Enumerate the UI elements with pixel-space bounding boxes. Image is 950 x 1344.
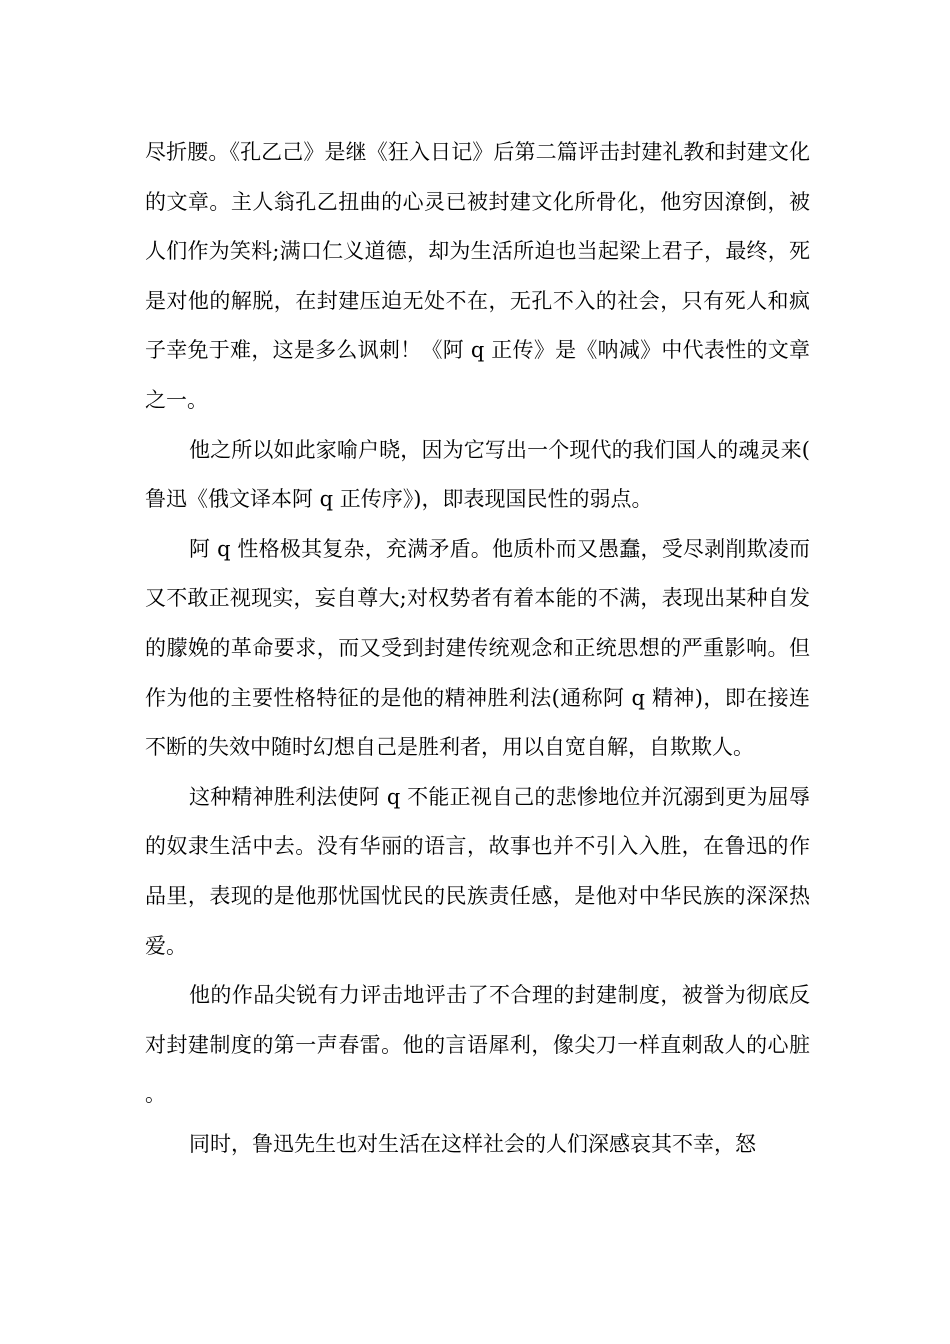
document-body <box>145 128 810 1169</box>
paragraph-continued: 尽折腰。《孔乙己》是继《狂入日记》后第二篇评击封建礼教和封建文化的文章。主人翁孔乙扭曲的心灵已被封建文化所骨化，他穷因潦倒，被人们作为笑料;满口仁义道德，却为生活所迫也当起梁上君子，最终，死是对他的解脱，在封建压迫无处不在，无孔不入的社会，只有死人和疯子幸免于难，这是多么讽刺！《阿 q 正传》是《呐减》中代表性的文章之一。 <box>145 140 810 412</box>
paragraph: 阿 q 性格极其复杂，充满矛盾。他质朴而又愚蠢，受尽剥削欺凌而又不敢正视现实，妄自尊大;对权势者有着本能的不满，表现出某种自发的朦娩的革命要求，而又受到封建传统观念和正统思想的严重影响。但作为他的主要性格特征的是他的精神胜利法(通称阿 q 精神)，即在接连不断的失效中随时幻想自己是胜利者，用以自宽自解，自欺欺人。 <box>145 536 810 760</box>
paragraph-truncated: 同时，鲁迅先生也对生活在这样社会的人们深感哀其不幸，怒 <box>189 1131 756 1156</box>
paragraph: 他的作品尖锐有力评击地评击了不合理的封建制度，被誉为彻底反对封建制度的第一声春雷。他的言语犀利，像尖刀一样直刺敌人的心脏。 <box>145 983 810 1107</box>
paragraph: 这种精神胜利法使阿 q 不能正视自己的悲惨地位并沉溺到更为屈辱的奴隶生活中去。没有华丽的语言，故事也并不引入入胜，在鲁迅的作品里，表现的是他那忧国忧民的民族责任感，是他对中华民族的深深热爱。 <box>145 784 810 958</box>
paragraph: 他之所以如此家喻户晓，因为它写出一个现代的我们国人的魂灵来(鲁迅《俄文译本阿 q 正传序》)，即表现国民性的弱点。 <box>145 437 810 512</box>
